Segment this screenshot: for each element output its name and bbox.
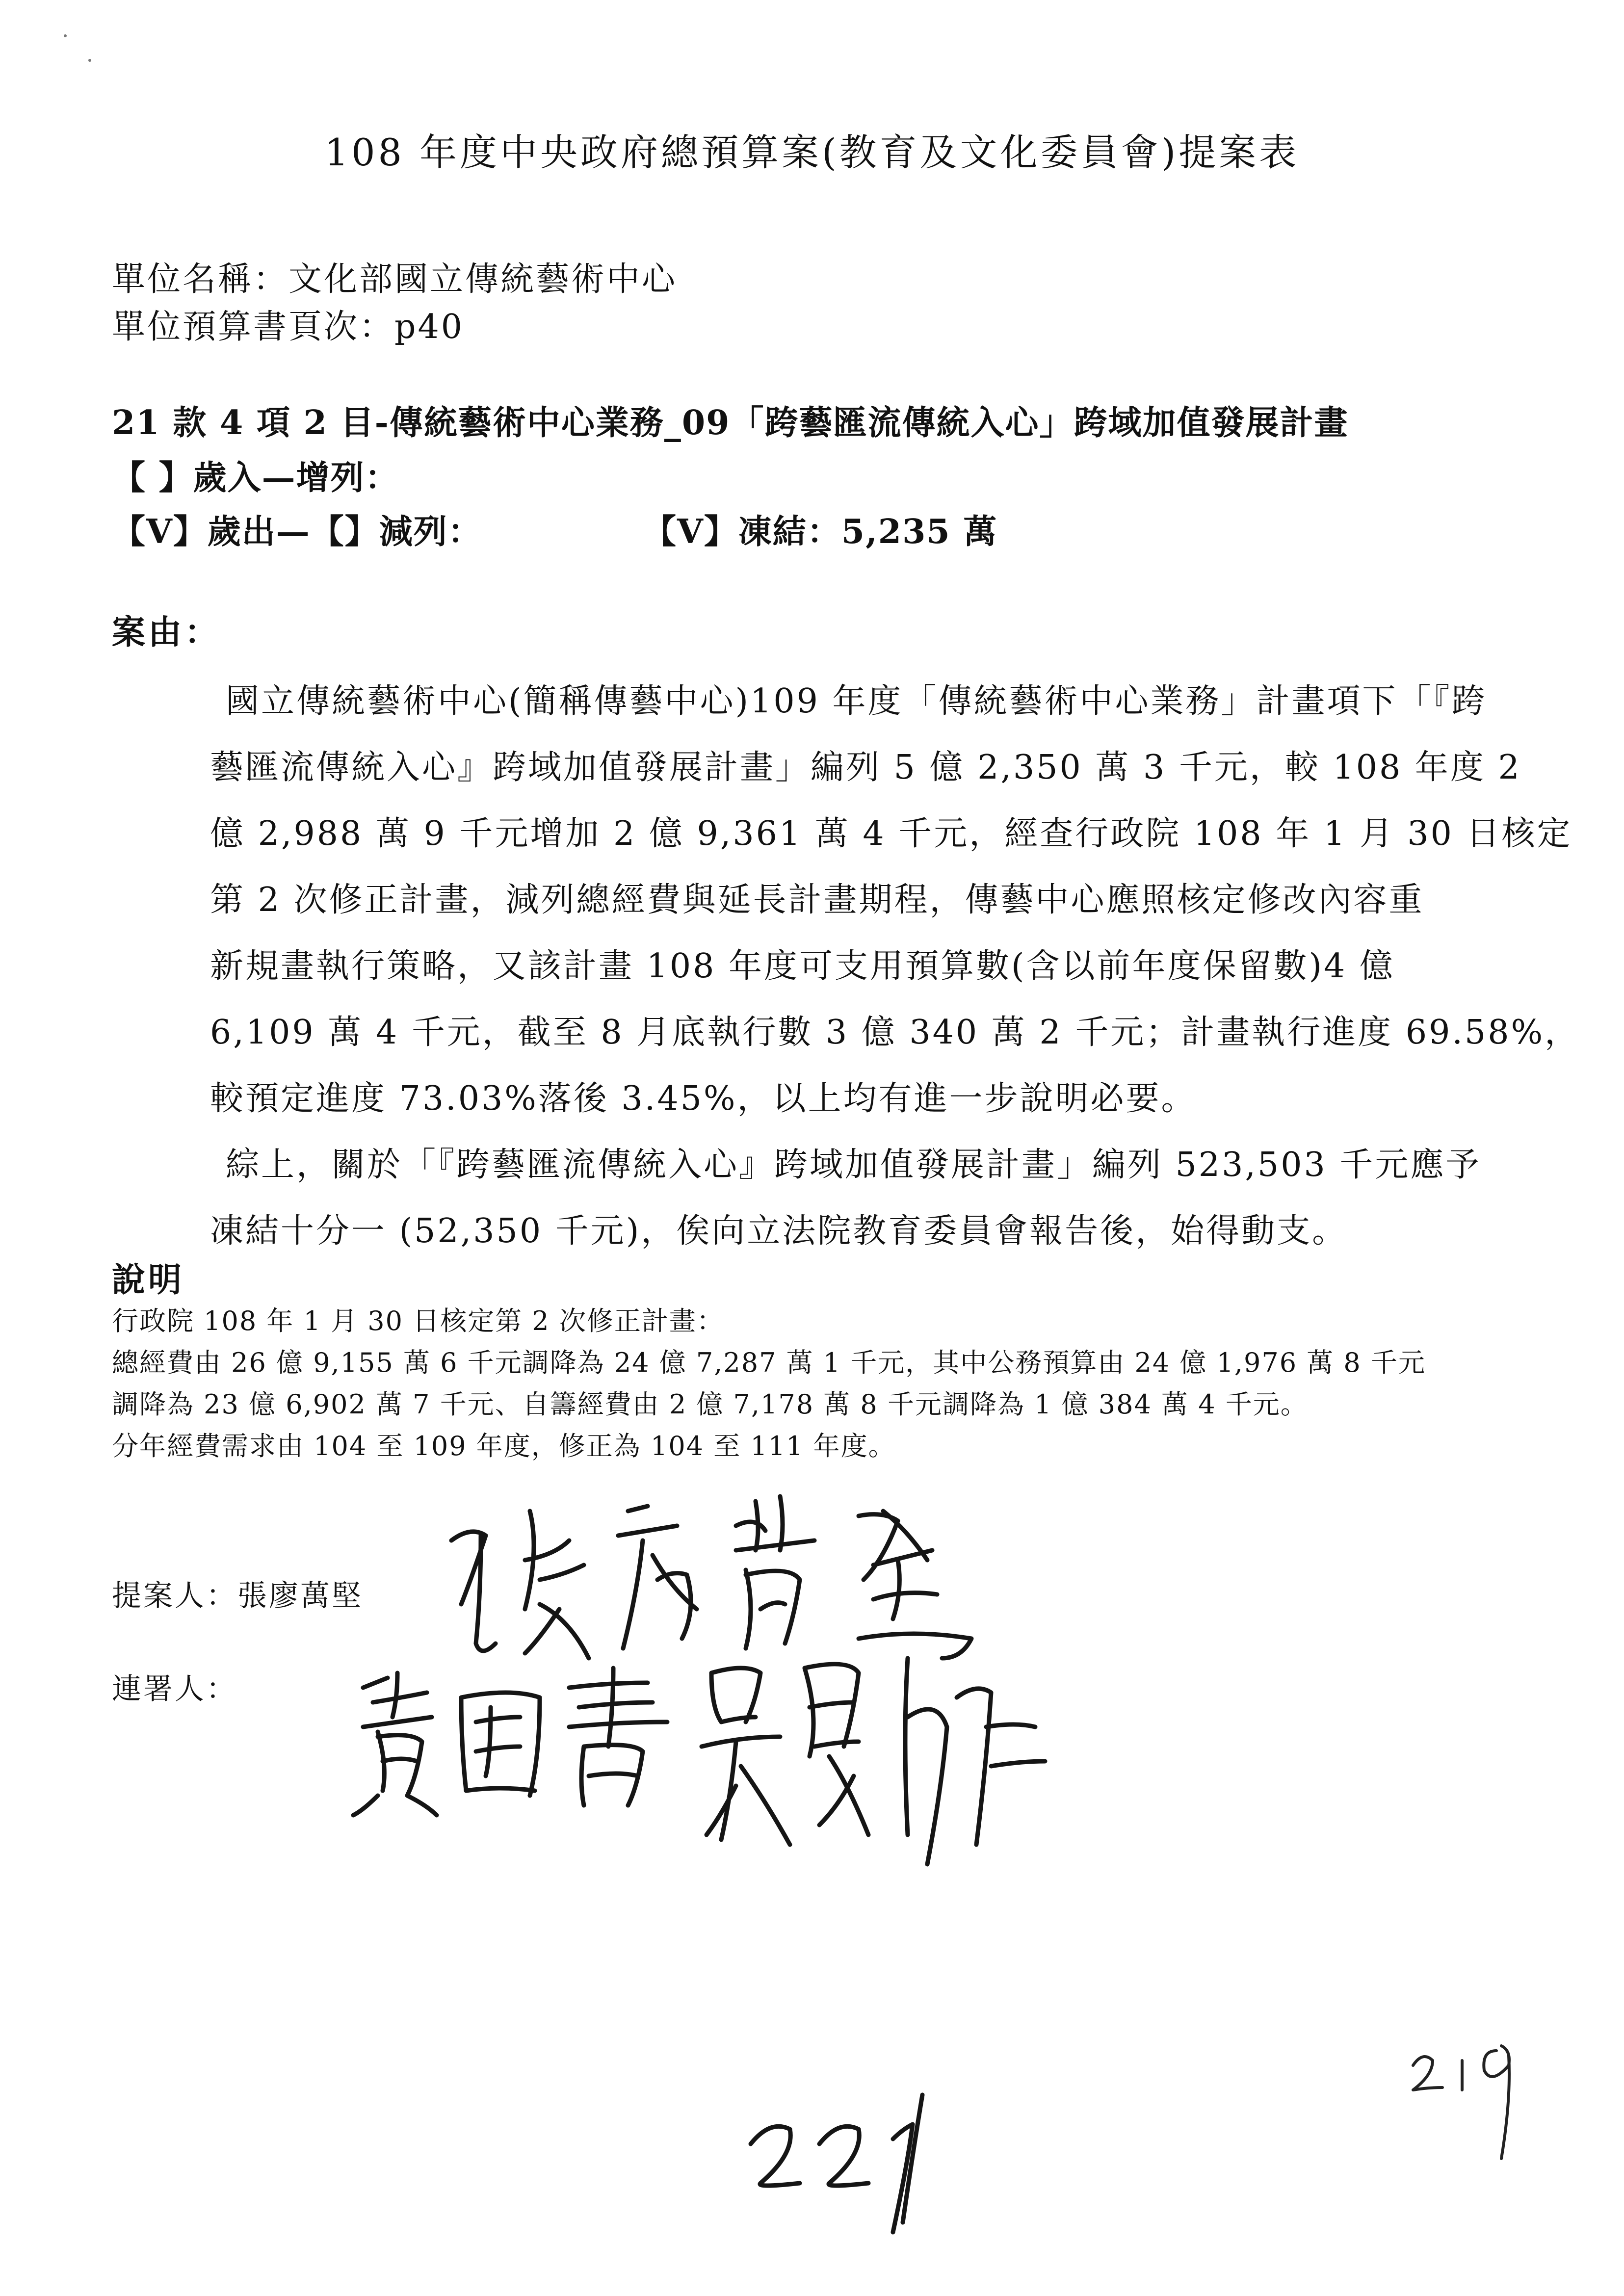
explanation-line: 總經費由 26 億 9,155 萬 6 千元調降為 24 億 7,287 萬 1 千元，其中公務預算由 24 億 1,976 萬 8 千元 — [112, 1347, 1426, 1378]
budget-page-label: 單位預算書頁次： — [112, 308, 395, 346]
expenditure-flag: 【V】歲出—【】減列： — [112, 512, 482, 551]
unit-name-row — [112, 253, 677, 300]
reason-line: 藝匯流傳統入心』跨域加值發展計畫」編列 5 億 2,350 萬 3 千元，較 108 年度 2 — [210, 748, 1521, 787]
reason-line: 新規畫執行策略，又該計畫 108 年度可支用預算數(含以前年度保留數)4 億 — [210, 947, 1395, 986]
reason-line: 億 2,988 萬 9 千元增加 2 億 9,361 萬 4 千元，經查行政院 108 年 1 月 30 日核定 — [210, 814, 1572, 853]
reason-heading: 案由： — [112, 613, 221, 652]
budget-page-row — [112, 300, 464, 348]
reason-line: 凍結十分一 (52,350 千元)，俟向立法院教育委員會報告後，始得動支。 — [210, 1212, 1348, 1251]
revenue-flag: 【 】歲入—增列： — [112, 458, 399, 497]
document-title: 108 年度中央政府總預算案(教育及文化委員會)提案表 — [324, 130, 1300, 174]
proposer-row — [112, 1572, 363, 1615]
explanation-line: 調降為 23 億 6,902 萬 7 千元、自籌經費由 2 億 7,178 萬 8 千元調降為 1 億 384 萬 4 千元。 — [112, 1389, 1308, 1420]
reason-line: 較預定進度 73.03%落後 3.45%，以上均有進一步說明必要。 — [210, 1079, 1197, 1118]
unit-name-value: 文化部國立傳統藝術中心 — [288, 260, 678, 299]
handwritten-page-number-corner — [1403, 2031, 1550, 2168]
proposer-name: 張廖萬堅 — [237, 1579, 363, 1613]
explanation-line: 行政院 108 年 1 月 30 日核定第 2 次修正計畫： — [112, 1305, 724, 1336]
handwritten-page-number-main — [736, 2085, 971, 2247]
reason-line: 國立傳統藝術中心(簡稱傳藝中心)109 年度「傳統藝術中心業務」計畫項下「『跨 — [226, 682, 1487, 721]
scan-speck — [88, 59, 91, 62]
cosigner-signature-2 — [692, 1639, 1060, 1884]
freeze-flag: 【V】凍結：5,235 萬 — [643, 512, 998, 551]
budget-item-line: 21 款 4 項 2 目-傳統藝術中心業務_09「跨藝匯流傳統入心」跨域加值發展計畫 — [112, 403, 1349, 443]
cosigner-label: 連署人： — [112, 1672, 237, 1706]
budget-page-value: p40 — [394, 308, 465, 346]
cosigner-signature-1 — [343, 1658, 677, 1820]
reason-line: 6,109 萬 4 千元，截至 8 月底執行數 3 億 340 萬 2 千元；計畫執行進度 69.58%， — [210, 1013, 1580, 1052]
scan-speck — [64, 34, 67, 37]
proposer-label: 提案人： — [112, 1579, 237, 1613]
explanation-heading: 說明 — [112, 1260, 185, 1300]
reason-line: 綜上，關於「『跨藝匯流傳統入心』跨域加值發展計畫」編列 523,503 千元應予 — [226, 1146, 1481, 1184]
explanation-line: 分年經費需求由 104 至 109 年度，修正為 104 至 111 年度。 — [112, 1431, 896, 1461]
unit-name-label: 單位名稱： — [112, 260, 289, 299]
reason-line: 第 2 次修正計畫，減列總經費與延長計畫期程，傳藝中心應照核定修改內容重 — [210, 881, 1424, 919]
